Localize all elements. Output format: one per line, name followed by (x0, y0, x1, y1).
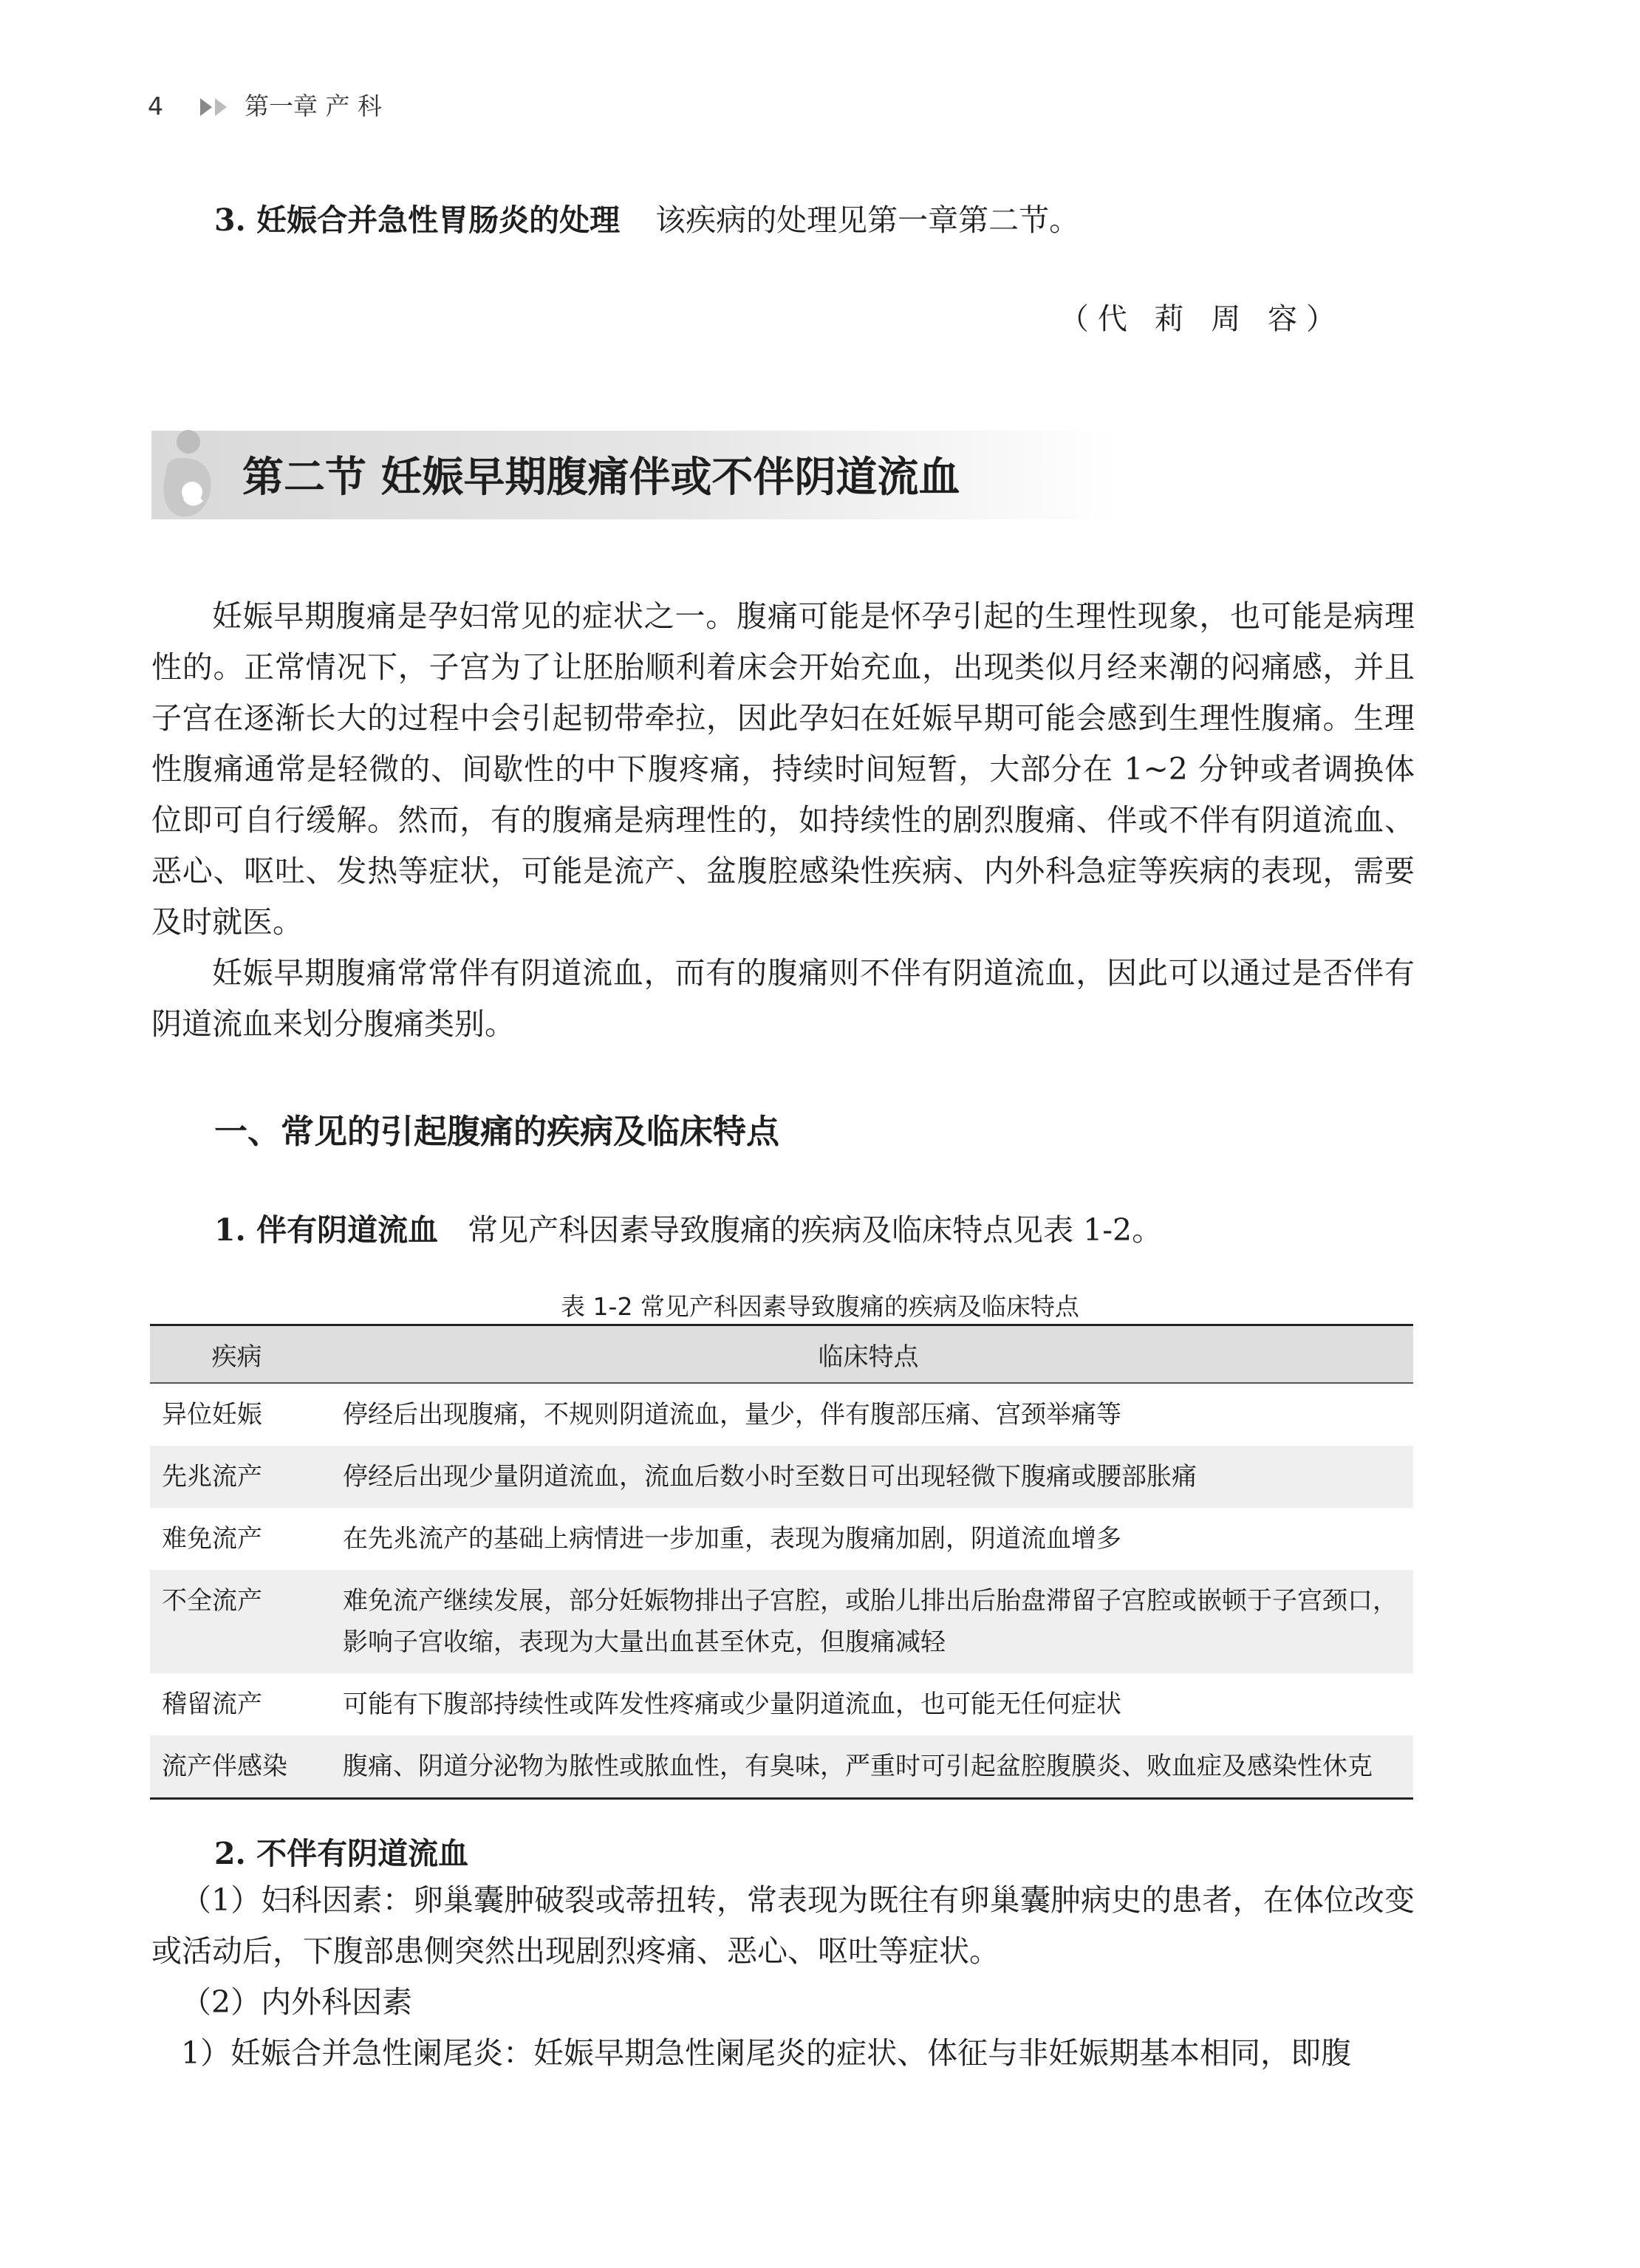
disease-cell: 异位妊娠 (162, 1400, 262, 1430)
section-3-text: 该疾病的处理见第一章第二节。 (655, 202, 1080, 238)
table-row (150, 1735, 1413, 1799)
subsection-2-label: 2. 不伴有阴道流血 (214, 1836, 469, 1871)
medical-surgical-factor-heading: （2）内外科因素 (181, 1984, 413, 2020)
table-row (150, 1446, 1413, 1508)
table-caption: 表 1-2 常见产科因素导致腹痛的疾病及临床特点 (561, 1292, 1079, 1321)
table-header-row (150, 1325, 1413, 1384)
feature-cell: 难免流产继续发展，部分妊娠物排出子宫腔，或胎儿排出后胎盘滞留子宫腔或嵌顿于子宫颈口，影响子宫收缩，表现为大量出血甚至休克，但腹痛减轻 (324, 1570, 1413, 1673)
disease-cell: 稽留流产 (162, 1690, 262, 1719)
section-3-label: 3. 妊娠合并急性胃肠炎的处理 (214, 202, 621, 238)
table-row (150, 1508, 1413, 1570)
table-header-feature: 临床特点 (324, 1325, 1413, 1384)
table-row (150, 1673, 1413, 1735)
feature-cell: 腹痛、阴道分泌物为脓性或脓血性，有臭味，严重时可引起盆腔腹膜炎、败血症及感染性休克 (324, 1735, 1413, 1799)
subsection-1-text: 常见产科因素导致腹痛的疾病及临床特点见表 1-2。 (468, 1212, 1163, 1248)
table-row (150, 1570, 1413, 1673)
subsection-2-line (214, 1829, 468, 1873)
section-title: 第二节 妊娠早期腹痛伴或不伴阴道流血 (242, 454, 960, 502)
feature-cell: 可能有下腹部持续性或阵发性疼痛或少量阴道流血，也可能无任何症状 (343, 1690, 1121, 1719)
disease-cell: 不全流产 (150, 1570, 324, 1673)
mother-baby-icon (151, 427, 233, 523)
table-row (150, 1383, 1413, 1446)
arrow-icon (200, 98, 212, 116)
heading-common-diseases: 一、常见的引起腹痛的疾病及临床特点 (214, 1112, 780, 1151)
section-3-line (214, 196, 1079, 239)
disease-cell: 流产伴感染 (150, 1735, 324, 1799)
intro-text (151, 591, 1415, 1050)
page-number: 4 (148, 92, 163, 120)
running-header (148, 87, 382, 122)
table-header-disease: 疾病 (150, 1325, 324, 1384)
disease-cell: 先兆流产 (150, 1446, 324, 1508)
gynecologic-factor-text: （1）妇科因素：卵巢囊肿破裂或蒂扭转，常表现为既往有卵巢囊肿病史的患者，在体位改变或活动后，下腹部患侧突然出现剧烈疼痛、恶心、呕吐等症状。 (151, 1882, 1415, 1969)
chapter-title: 第一章 产 科 (245, 92, 382, 120)
subsection-1-label: 1. 伴有阴道流血 (214, 1212, 439, 1248)
disease-table (150, 1324, 1413, 1800)
disease-cell: 难免流产 (162, 1524, 262, 1554)
subsection-1-line (214, 1206, 1162, 1249)
feature-cell: 停经后出现腹痛，不规则阴道流血，量少，伴有腹部压痛、宫颈举痛等 (343, 1400, 1121, 1430)
feature-cell: 停经后出现少量阴道流血，流血后数小时至数日可出现轻微下腹痛或腰部胀痛 (324, 1446, 1413, 1508)
feature-cell: 在先兆流产的基础上病情进一步加重，表现为腹痛加剧，阴道流血增多 (343, 1524, 1121, 1554)
intro-paragraph-1: 妊娠早期腹痛是孕妇常见的症状之一。腹痛可能是怀孕引起的生理性现象，也可能是病理性的。正常情况下，子宫为了让胚胎顺利着床会开始充血，出现类似月经来潮的闷痛感，并且子宫在逐渐长大的过程中会引起韧带牵拉，因此孕妇在妊娠早期可能会感到生理性腹痛。生理性腹痛通常是轻微的、间歇性的中下腹疼痛，持续时间短暂，大部分在 1~2 分钟或者调换体位即可自行缓解。然而，有的腹痛是病理性的，如持续性的剧烈腹痛、伴或不伴有阴道流血、恶心、呕吐、发热等症状，可能是流产、盆腹腔感染性疾病、内外科急症等疾病的表现，需要及时就医。 (151, 598, 1415, 940)
arrow-icon (215, 98, 227, 116)
author-credit: （代 莉 周 容） (1059, 302, 1345, 336)
lower-text (151, 1875, 1415, 2079)
appendicitis-text: 1）妊娠合并急性阑尾炎：妊娠早期急性阑尾炎的症状、体征与非妊娠期基本相同，即腹 (181, 2035, 1352, 2071)
intro-paragraph-2: 妊娠早期腹痛常常伴有阴道流血，而有的腹痛则不伴有阴道流血，因此可以通过是否伴有阴道流血来划分腹痛类别。 (151, 955, 1415, 1042)
